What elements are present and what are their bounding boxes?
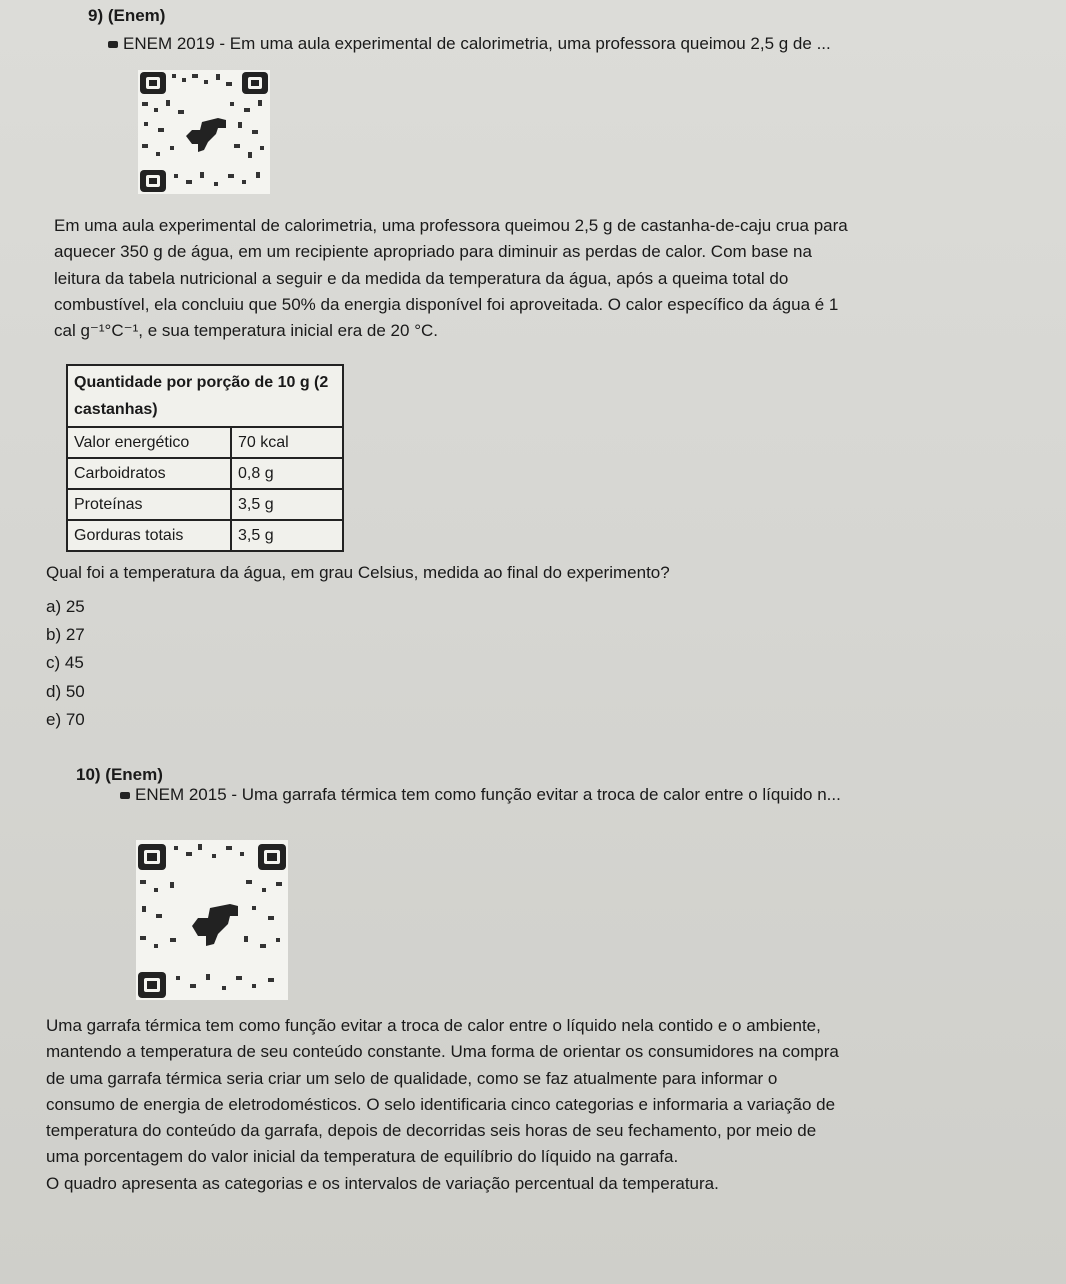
table-header: Quantidade por porção de 10 g (2 castanhas) xyxy=(67,365,343,427)
paragraph-line: uma porcentagem do valor inicial da temperatura de equilíbrio do líquido na garrafa. xyxy=(46,1147,679,1167)
option-a[interactable]: a) 25 xyxy=(46,597,85,616)
question-9-source-text: ENEM 2019 - Em uma aula experimental de calorimetria, uma professora queimou 2,5 g de ... xyxy=(123,34,831,53)
paragraph-line: aquecer 350 g de água, em um recipiente apropriado para diminuir as perdas de calor. Com base na xyxy=(54,242,812,262)
question-10-statement xyxy=(46,1013,1056,1197)
video-icon xyxy=(108,41,118,48)
paragraph-line: Em uma aula experimental de calorimetria, uma professora queimou 2,5 g de castanha-de-caju crua para xyxy=(54,216,848,235)
paragraph-line: leitura da tabela nutricional a seguir e da medida da temperatura da água, após a queima total do xyxy=(54,268,789,288)
paragraph-line: O quadro apresenta as categorias e os intervalos de variação percentual da temperatura. xyxy=(46,1173,719,1193)
table-cell-label: Gorduras totais xyxy=(67,520,231,551)
question-9-prompt: Qual foi a temperatura da água, em grau Celsius, medida ao final do experimento? xyxy=(46,563,670,582)
question-9-header: 9) (Enem) xyxy=(88,6,166,25)
qr-code-icon xyxy=(138,70,270,194)
video-icon xyxy=(120,792,130,799)
paragraph-line: Uma garrafa térmica tem como função evitar a troca de calor entre o líquido nela contido e o ambiente, xyxy=(46,1016,821,1035)
table-row xyxy=(67,427,343,458)
question-10-header: 10) (Enem) xyxy=(76,765,163,784)
table-cell-value: 0,8 g xyxy=(231,458,343,489)
question-10-source-text: ENEM 2015 - Uma garrafa térmica tem como função evitar a troca de calor entre o líquido n... xyxy=(135,785,841,804)
table-cell-label: Carboidratos xyxy=(67,458,231,489)
option-e[interactable]: e) 70 xyxy=(46,710,85,729)
table-cell-value: 70 kcal xyxy=(231,427,343,458)
qr-code-q10[interactable] xyxy=(136,840,288,1000)
table-cell-label: Valor energético xyxy=(67,427,231,458)
question-9-statement xyxy=(54,213,1054,344)
table-cell-value: 3,5 g xyxy=(231,489,343,520)
table-row xyxy=(67,489,343,520)
table-row xyxy=(67,520,343,551)
option-c[interactable]: c) 45 xyxy=(46,653,84,672)
table-cell-label: Proteínas xyxy=(67,489,231,520)
qr-code-q9[interactable] xyxy=(138,70,270,194)
paragraph-line: temperatura do conteúdo da garrafa, depois de decorridas seis horas de seu fechamento, por meio de xyxy=(46,1121,817,1141)
question-10-source-link[interactable] xyxy=(120,785,841,805)
option-b[interactable]: b) 27 xyxy=(46,625,85,644)
table-cell-value: 3,5 g xyxy=(231,520,343,551)
nutrition-table xyxy=(66,364,344,552)
paragraph-line: consumo de energia de eletrodomésticos. O selo identificaria cinco categorias e informaria a variação de xyxy=(46,1094,836,1114)
option-d[interactable]: d) 50 xyxy=(46,682,85,701)
paragraph-line: mantendo a temperatura de seu conteúdo constante. Uma forma de orientar os consumidores na compra xyxy=(46,1042,839,1062)
paragraph-line: de uma garrafa térmica seria criar um selo de qualidade, como se faz atualmente para informar o xyxy=(46,1068,778,1088)
paragraph-line: combustível, ela concluiu que 50% da energia disponível foi aproveitada. O calor específico da água é 1 xyxy=(54,294,839,314)
paragraph-line: cal g⁻¹°C⁻¹, e sua temperatura inicial era de 20 °C. xyxy=(54,321,438,341)
qr-code-icon xyxy=(136,840,288,1000)
table-row xyxy=(67,458,343,489)
question-9-source-link[interactable] xyxy=(108,34,831,54)
